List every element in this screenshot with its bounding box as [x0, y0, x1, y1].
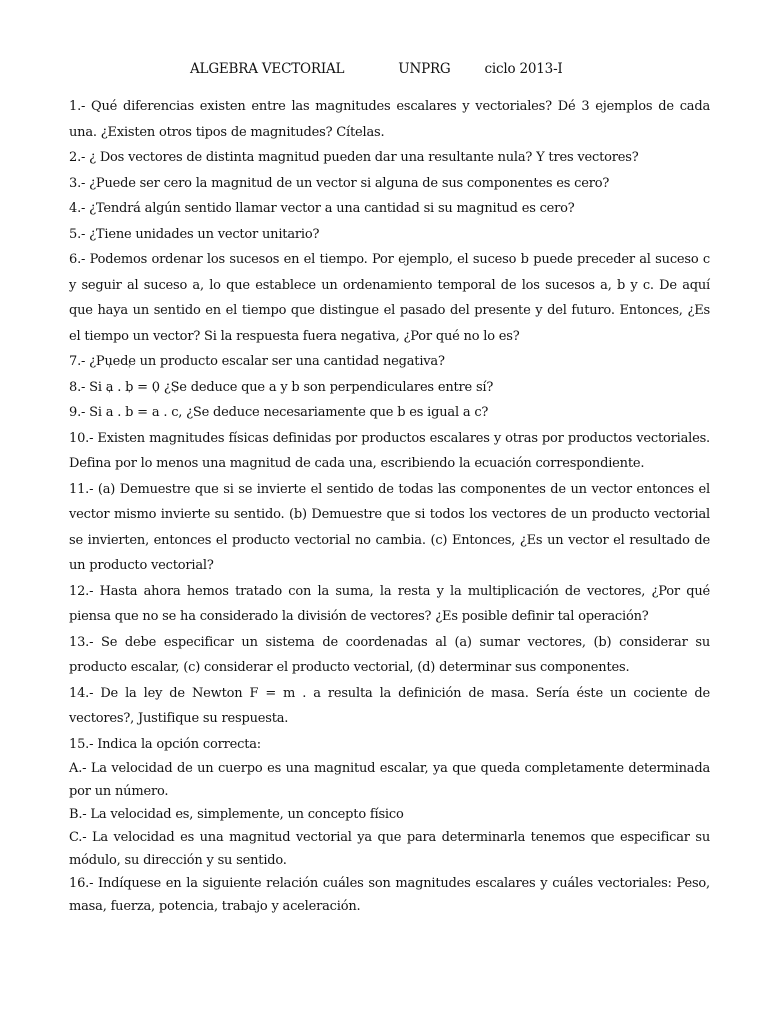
university-name: UNPRG	[398, 61, 451, 77]
question-14: 14.- De la ley de Newton F = m . a resulta la definición de masa. Sería éste un cociente de vectores?, Justifique su respuesta.	[69, 685, 710, 726]
dot-operator: .	[117, 379, 122, 395]
question-3: 3.- ¿Puede ser cero la magnitud de un vector si alguna de sus componentes es cero?	[69, 175, 610, 191]
question-11: 11.- (a) Demuestre que si se invierte el sentido de todas las componentes de un vector entonces el vector mismo invierte su sentido. (b) Demuestre que si todos los vectores de un producto vectorial se invierten, entonces el producto vectorial no cambia. (c) Entonces, ¿Es un vector el resultado de un producto vectorial?	[69, 481, 710, 573]
document-header	[69, 60, 710, 78]
question-8	[69, 375, 710, 401]
question-9-prefix: 9.- Si	[69, 405, 102, 420]
question-6: 6.- Podemos ordenar los sucesos en el tiempo. Por ejemplo, el suceso b puede preceder al suceso c y seguir al suceso a, lo que establece un ordenamiento temporal de los sucesos a, b y c. De aquí que haya un sentido en el tiempo que distingue el pasado del presente y del futuro. Entonces, ¿Es el tiempo un vector? Si la respuesta fuera negativa, ¿Por qué no lo es?	[69, 252, 710, 344]
vector-b: ' b	[125, 400, 133, 426]
vector-a-second: ' a	[152, 400, 160, 426]
question-13: 13.- Se debe especificar un sistema de coordenadas al (a) sumar vectores, (b) considerar su producto escalar, (c) considerar el producto vectorial, (d) determinar sus componentes.	[69, 634, 710, 675]
question-12: 12.- Hasta ahora hemos tratado con la suma, la resta y la multiplicación de vectores, ¿Por qué piensa que no se ha considerado la división de vectores? ¿Es posible definir tal operación?	[69, 583, 710, 624]
vector-a: ' a	[106, 375, 114, 401]
question-16: 16.- Indíquese en la siguiente relación cuáles son magnitudes escalares y cuáles vectoriales: Peso, masa, fuerza, potencia, trabajo y aceleración.	[69, 876, 710, 914]
option-c: C.- La velocidad es una magnitud vectorial ya que para determinarla tenemos que especificar su módulo, su dirección y su sentido.	[69, 830, 710, 868]
question-8-text: ¿Se deduce que a y b son perpendiculares entre sí?	[163, 379, 494, 395]
question-7: 7.- ¿Puede un producto escalar ser una cantidad negativa?	[69, 354, 445, 369]
vector-b: ' b	[125, 375, 133, 401]
option-a: A.- La velocidad de un cuerpo es una magnitud escalar, ya que queda completamente determinada por un número.	[69, 761, 710, 799]
option-b: B.- La velocidad es, simplemente, un concepto físico	[69, 807, 404, 822]
question-9-text: , ¿Se deduce necesariamente que b es igual a c?	[178, 405, 489, 420]
question-8-prefix: 8.- Si	[69, 379, 102, 395]
dot-operator: .	[117, 405, 122, 420]
course-title: ALGEBRA VECTORIAL	[190, 61, 345, 77]
academic-cycle: ciclo 2013-I	[484, 61, 563, 77]
question-9	[69, 400, 710, 426]
question-10: 10.- Existen magnitudes físicas definidas por productos escalares y otras por productos vectoriales. Defina por lo menos una magnitud de cada una, escribiendo la ecuación correspondiente.	[69, 430, 710, 471]
question-4: 4.- ¿Tendrá algún sentido llamar vector a una cantidad si su magnitud es cero?	[69, 201, 575, 216]
question-1: 1.- Qué diferencias existen entre las magnitudes escalares y vectoriales? Dé 3 ejemplos de cada una. ¿Existen otros tipos de magnitudes? Cítelas.	[69, 99, 710, 140]
dot-operator-second: .	[163, 405, 168, 420]
vector-a: ' a	[106, 400, 114, 426]
equals-sign: =	[137, 405, 148, 420]
question-5: 5.- ¿Tiene unidades un vector unitario?	[69, 226, 320, 242]
vector-c: ' c	[171, 400, 178, 426]
equals-zero: = 0	[137, 379, 160, 395]
question-15: 15.- Indica la opción correcta:	[69, 736, 261, 752]
question-2: 2.- ¿ Dos vectores de distinta magnitud pueden dar una resultante nula? Y tres vectores?	[69, 150, 639, 165]
